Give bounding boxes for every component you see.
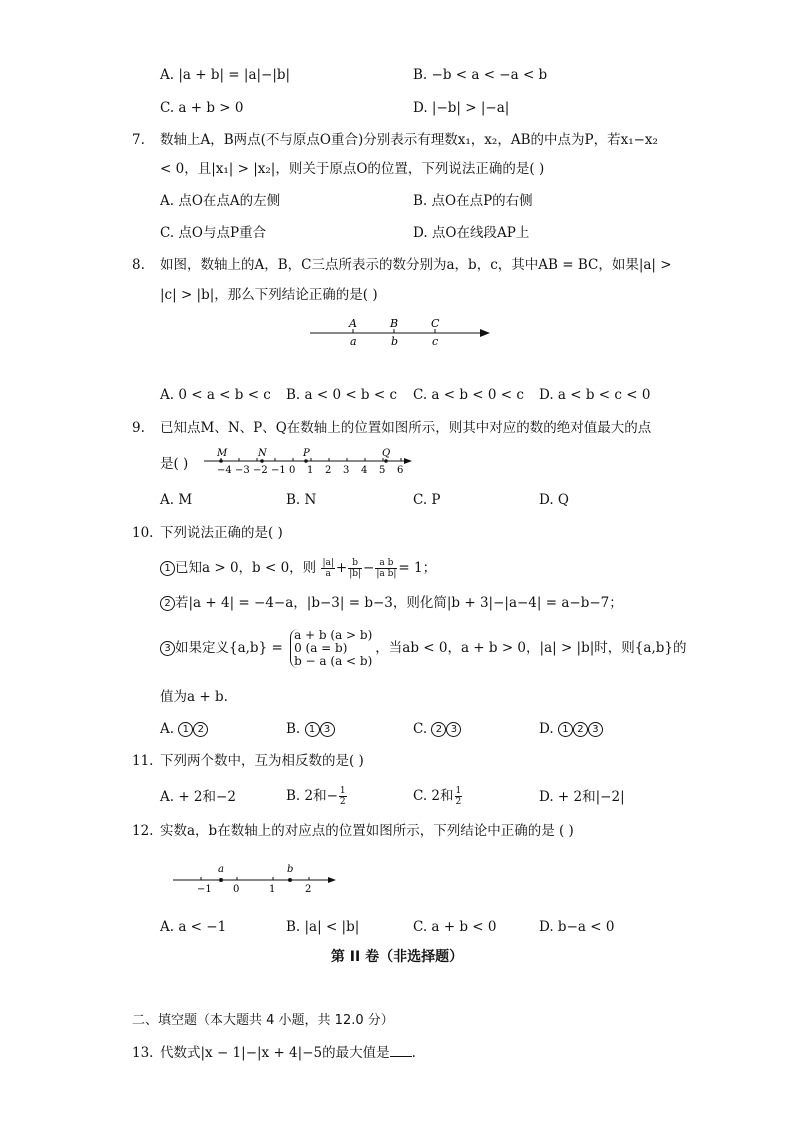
q7-number: 7. (132, 132, 145, 148)
q9-tick-label: −2 (253, 465, 268, 476)
q10-option-b[interactable] (286, 720, 335, 738)
q12-option-c[interactable]: C. a + b < 0 (413, 919, 497, 935)
q11-number: 11. (132, 753, 154, 769)
q12-number: 12. (132, 823, 154, 839)
q10-d-m2: 2 (573, 722, 588, 737)
q10-s1-frac3-top: a b (375, 558, 397, 569)
q9-stem-line2: 是( ) (160, 456, 189, 472)
q10-statement-3-cont: 值为a + b. (160, 689, 228, 705)
q10-option-a[interactable] (160, 720, 208, 738)
q12-tick-label: 2 (305, 884, 312, 895)
q11-option-b[interactable] (286, 786, 348, 807)
q10-b-label: B. (286, 721, 301, 737)
q9-option-a[interactable]: A. M (160, 492, 193, 508)
q11-option-c[interactable] (413, 786, 463, 807)
q10-s1-plus: + (335, 560, 348, 576)
q10-s1-frac2 (348, 558, 362, 579)
q10-statement-3 (160, 626, 686, 670)
q6-option-a[interactable]: A. |a + b| = |a|−|b| (160, 67, 291, 83)
q10-number: 10. (132, 525, 154, 541)
q11-b-frac-bottom: 2 (339, 797, 346, 807)
q11-option-d[interactable]: D. + 2和|−2| (539, 789, 625, 805)
q11-c-frac-bottom: 2 (455, 797, 462, 807)
q9-tick-label: 1 (307, 465, 314, 476)
q9-number-line-figure (200, 446, 415, 476)
q10-s1-frac2-bottom: |b| (349, 569, 362, 579)
q10-s1-frac3-bottom: |a b| (376, 569, 397, 579)
q8-stem-line2: |c| > |b|，那么下列结论正确的是( ) (160, 287, 378, 303)
q10-s1-frac1-top: |a| (322, 558, 334, 568)
q9-tick-label: 2 (325, 465, 332, 476)
q7-option-b[interactable]: B. 点O在点P的右侧 (413, 193, 533, 209)
q8-number-line-figure (305, 314, 495, 350)
q10-s1-mark: 1 (160, 561, 175, 576)
q9-option-b[interactable]: B. N (286, 492, 317, 508)
q12-number-line-figure (170, 860, 342, 898)
q8-option-a[interactable]: A. 0 < a < b < c (160, 387, 271, 403)
q10-s3-piecewise (290, 629, 372, 668)
q11-stem: 下列两个数中，互为相反数的是( ) (160, 753, 364, 769)
q12-tick-label: 1 (269, 884, 276, 895)
q10-a-label: A. (160, 721, 175, 737)
q10-s3-case2: 0 (a = b) (294, 641, 348, 655)
q10-a-m1: 1 (178, 722, 193, 737)
q11-b-text: B. 2和− (286, 788, 338, 804)
q9-tick-label: 5 (379, 465, 386, 476)
q8-label-c: c (432, 335, 439, 348)
q9-point-M: M (217, 448, 228, 459)
q10-d-label: D. (539, 721, 554, 737)
q9-tick-label: −4 (217, 465, 232, 476)
q9-tick-label: 3 (343, 465, 350, 476)
q10-b-m1: 1 (305, 722, 320, 737)
q9-tick-label: 6 (397, 465, 404, 476)
q10-s2-text: 若|a + 4| = −4−a，|b−3| = b−3，则化简|b + 3|−|a−4| = a−b−7； (175, 595, 623, 611)
q10-s3-case3: b − a (a < b) (294, 654, 373, 668)
q6-option-c[interactable]: C. a + b > 0 (160, 100, 244, 116)
section-2-title: 第 II 卷（非选择题） (330, 949, 464, 965)
q9-option-d[interactable]: D. Q (539, 492, 569, 508)
q7-stem-line2: < 0，且|x₁| > |x₂|，则关于原点O的位置，下列说法正确的是( ) (160, 161, 545, 177)
q10-c-m2: 3 (446, 722, 461, 737)
q8-option-d[interactable]: D. a < b < c < 0 (539, 387, 651, 403)
q10-s1-frac2-top: b (348, 558, 362, 569)
q11-c-text: C. 2和 (413, 788, 454, 804)
q10-s3-pre: 如果定义{a,b} = (175, 640, 283, 656)
q9-tick-label: 4 (361, 465, 368, 476)
q8-label-B: B (390, 317, 399, 330)
q13-end: . (411, 1045, 416, 1061)
q8-label-C: C (431, 317, 440, 330)
q11-c-frac (455, 786, 463, 807)
q8-label-b: b (391, 335, 399, 348)
q7-option-d[interactable]: D. 点O在线段AP上 (413, 225, 530, 241)
q12-option-d[interactable]: D. b−a < 0 (539, 919, 615, 935)
q9-stem-line1: 已知点M、N、P、Q在数轴上的位置如图所示，则其中对应的数的绝对值最大的点 (160, 420, 652, 436)
q10-option-c[interactable] (413, 720, 461, 738)
q9-tick-label: 0 (289, 465, 296, 476)
q13-stem (160, 1044, 416, 1062)
q10-s3-case1: a + b (a > b) (294, 628, 373, 642)
q10-c-label: C. (413, 721, 428, 737)
q10-s3-mark: 3 (160, 641, 175, 656)
q9-point-Q: Q (382, 448, 391, 459)
q9-point-N: N (258, 448, 267, 459)
q10-s1-frac1 (321, 558, 334, 579)
q10-s1-minus: − (363, 560, 375, 576)
q9-option-c[interactable]: C. P (413, 492, 441, 508)
q10-d-m3: 3 (588, 722, 603, 737)
q7-stem-line1: 数轴上A，B两点(不与原点O重合)分别表示有理数x₁，x₂，AB的中点为P，若x₁−x₂ (160, 132, 658, 148)
q13-number: 13. (132, 1045, 154, 1061)
q8-number: 8. (132, 257, 145, 273)
q12-point-b: b (287, 864, 294, 875)
q10-d-m1: 1 (558, 722, 573, 737)
q8-option-c[interactable]: C. a < b < 0 < c (413, 387, 524, 403)
q9-point-P: P (303, 448, 310, 459)
fill-section-heading: 二、填空题（本大题共 4 小题，共 12.0 分） (132, 1013, 394, 1028)
q12-option-a[interactable]: A. a < −1 (160, 919, 227, 935)
q10-b-m2: 3 (320, 722, 335, 737)
q13-text: 代数式|x − 1|−|x + 4|−5的最大值是 (160, 1045, 390, 1061)
q10-option-d[interactable] (539, 720, 603, 738)
q8-label-a: a (350, 335, 357, 348)
q10-statement-1 (160, 556, 436, 580)
q10-s1-pre: 已知a > 0，b < 0，则 (175, 560, 317, 576)
q10-c-m1: 2 (431, 722, 446, 737)
q7-option-a[interactable]: A. 点O在点A的左侧 (160, 193, 281, 209)
q10-s2-mark: 2 (160, 596, 175, 611)
q11-b-frac (339, 786, 347, 807)
q11-b-frac-top: 1 (339, 786, 346, 796)
q12-option-b[interactable]: B. |a| < |b| (286, 919, 360, 935)
q9-tick-label: −3 (235, 465, 250, 476)
q7-option-c[interactable]: C. 点O与点P重合 (160, 225, 267, 241)
q10-s1-post: = 1； (398, 560, 437, 576)
q8-stem-line1: 如图，数轴上的A，B，C三点所表示的数分别为a，b，c，其中AB = BC，如果|a| > (160, 257, 672, 273)
q10-s3-post: ，当ab < 0，a + b > 0，|a| > |b|时，则{a,b}的 (375, 640, 687, 656)
q10-a-m2: 2 (193, 722, 208, 737)
q11-c-frac-top: 1 (455, 786, 462, 796)
q12-stem: 实数a，b在数轴上的对应点的位置如图所示，下列结论中正确的是 ( ) (160, 823, 574, 839)
q13-answer-blank[interactable] (390, 1044, 412, 1057)
q11-option-a[interactable]: A. + 2和−2 (160, 789, 236, 805)
q10-s1-frac3 (375, 558, 397, 579)
q10-s1-frac1-bottom: a (325, 569, 331, 579)
q8-option-b[interactable]: B. a < 0 < b < c (286, 387, 398, 403)
q12-tick-label: 0 (233, 884, 240, 895)
q12-point-a: a (218, 864, 224, 875)
q9-tick-label: −1 (271, 465, 286, 476)
q8-label-A: A (349, 317, 357, 330)
q10-statement-2 (160, 594, 623, 612)
q12-tick-label: −1 (197, 884, 212, 895)
q9-number: 9. (132, 420, 145, 436)
q6-option-b[interactable]: B. −b < a < −a < b (413, 67, 548, 83)
q6-option-d[interactable]: D. |−b| > |−a| (413, 100, 510, 116)
q10-stem: 下列说法正确的是( ) (160, 525, 283, 541)
